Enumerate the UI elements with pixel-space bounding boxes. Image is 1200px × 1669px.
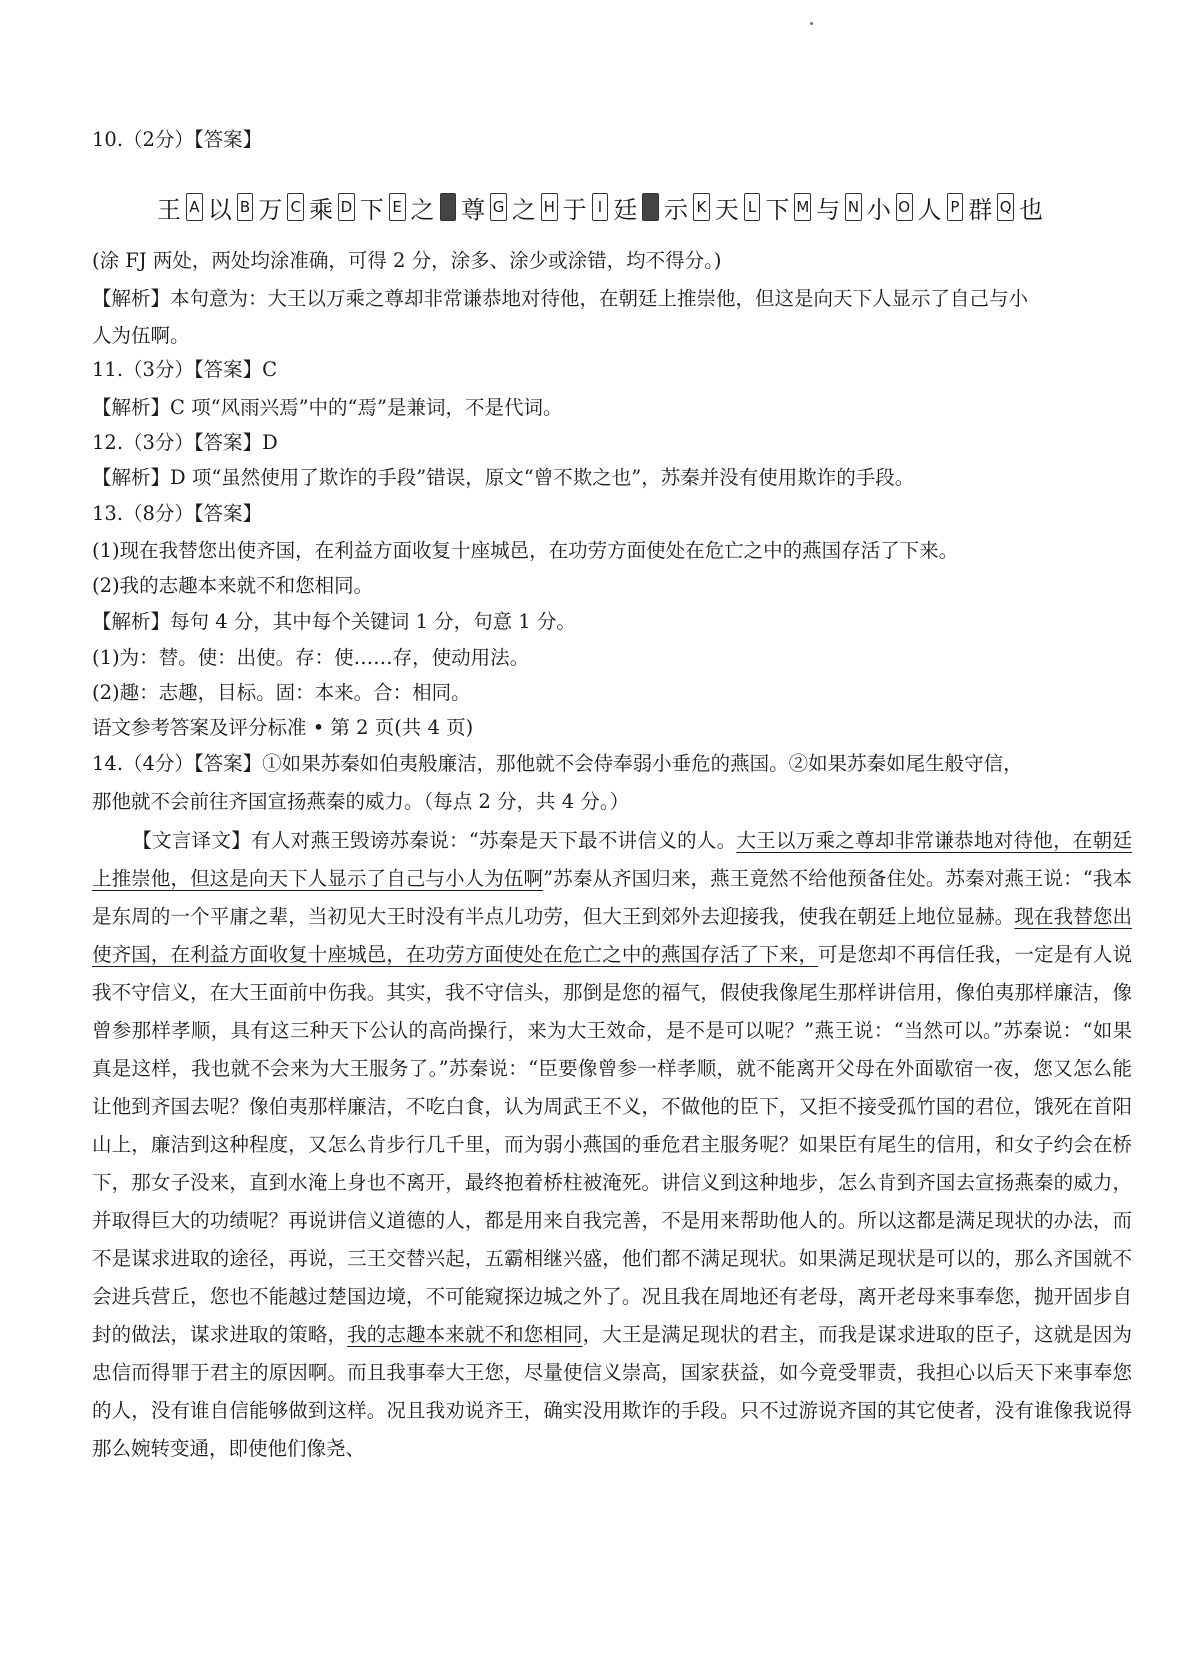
mark-row-character: 与 — [816, 195, 841, 224]
mark-box: O — [896, 193, 913, 221]
mark-row-character: 于 — [562, 195, 587, 224]
mark-box: L — [744, 193, 761, 221]
q13-header: 13.（8分）【答案】 — [92, 502, 263, 525]
q13-analysis: 【解析】每句 4 分，其中每个关键词 1 分，句意 1 分。 — [92, 610, 576, 633]
mark-box: E — [389, 193, 406, 221]
q13-answer-1: (1)现在我替您出使齐国，在利益方面收复十座城邑，在功劳方面使处在危亡之中的燕国存活了下来。 — [92, 539, 959, 562]
translation-part-3: 可是您却不再信任我，一定是有人说我不守信义，在大王面前中伤我。其实，我不守信头，那倒是您的福气，假使我像尾生那样讲信用，像伯夷那样廉洁，像曾参那样孝顺，具有这三种天下公认的高尚操行，来为大王效命，是不是可以呢？”燕王说：“当然可以。”苏秦说：“如果真是这样，我也就不会来为大王服务了。”苏秦说：“臣要像曾参一样孝顺，就不能离开父母在外面歇宿一夜，您又怎么能让他到齐国去呢？像伯夷那样廉洁，不吃白食，认为周武王不义，不做他的臣下，又拒不接受孤竹国的君位，饿死在首阳山上，廉洁到这种程度，又怎么肯步行几千里，而为弱小燕国的垂危君主服务呢？如果臣有尾生的信用，和女子约会在桥下，那女子没来，直到水淹上身也不离开，最终抱着桥柱被淹死。讲信义到这种地步，怎么肯到齐国去宣扬燕秦的威力，并取得巨大的功绩呢？再说讲信义道德的人，都是用来自我完善，不是用来帮助他人的。所以这都是满足现状的办法，而不是谋求进取的途径，再说，三王交替兴起，五霸相继兴盛，他们都不满足现状。如果满足现状是可以的，那么齐国就不会进兵营丘，您也不能越过楚国边境，不可能窥探边城之外了。况且我在周地还有老母，离开老母来事奉您，抛开固步自封的做法，谋求进取的策略， — [92, 943, 1132, 1346]
q14-line-2: 那他就不会前往齐国宣扬燕秦的威力。（每点 2 分，共 4 分。） — [92, 790, 630, 813]
mark-box-filled: J — [642, 193, 659, 221]
mark-row-character: 王 — [157, 195, 181, 224]
mark-box: C — [287, 193, 304, 221]
mark-row-character: 以 — [207, 195, 232, 224]
q10-header: 10.（2分）【答案】 — [92, 128, 263, 151]
mark-row-character: 下 — [359, 195, 384, 224]
mark-box-filled: F — [440, 193, 457, 221]
mark-row-character: 也 — [1018, 195, 1043, 224]
q13-keys-1: (1)为：替。使：出使。存：使……存，使动用法。 — [92, 646, 530, 669]
mark-row-character: 乘 — [309, 195, 334, 224]
mark-box: G — [490, 193, 507, 221]
mark-row-character: 示 — [664, 195, 689, 224]
scan-speck — [810, 22, 813, 25]
q10-punctuation-marks — [155, 187, 1045, 227]
mark-row-character: 廷 — [613, 195, 638, 224]
q12-analysis: 【解析】D 项“虽然使用了欺诈的手段”错误，原文“曾不欺之也”，苏秦并没有使用欺诈的手段。 — [92, 466, 915, 489]
mark-row-character: 小 — [866, 195, 891, 224]
q12-header: 12.（3分）【答案】D — [92, 431, 278, 454]
translation-underlined-3: 我的志趣本来就不和您相同 — [347, 1323, 583, 1346]
translation-part-4: ，大王是满足现状的君主，而我是谋求进取的臣子，这就是因为忠信而得罪于君主的原因啊。而且我事奉大王您，尽量使信义崇高，国家获益，如今竟受罪责，我担心以后天下来事奉您的人，没有谁自信能够做到这样。况且我劝说齐王，确实没用欺诈的手段。只不过游说齐国的其它使者，没有谁像我说得那么婉转变通，即使他们像尧、 — [92, 1323, 1132, 1460]
mark-box: P — [947, 193, 964, 221]
mark-row-character: 天 — [714, 195, 739, 224]
mark-box: Q — [997, 193, 1014, 221]
q11-analysis: 【解析】C 项“风雨兴焉”中的“焉”是兼词，不是代词。 — [92, 396, 563, 419]
translation-underlined-2: 现在我替您出使齐国，在利益方面收复十座城邑，在功劳方面使处在危亡之中的燕国存活了下来， — [92, 905, 1132, 966]
mark-box: M — [794, 193, 811, 221]
translation-part-1: 【文言译文】有人对燕王毁谤苏秦说：“苏秦是天下最不讲信义的人。 — [132, 829, 737, 852]
mark-row-character: 之 — [410, 195, 435, 224]
mark-row-character: 下 — [765, 195, 790, 224]
q10-note: (涂 FJ 两处，两处均涂准确，可得 2 分，涂多、涂少或涂错，均不得分。) — [92, 249, 722, 272]
translation-underlined-1: 大王以万乘之尊却非常谦恭地对待他，在朝廷上推崇他，但这是向天下人显示了自己与小人为伍啊 — [92, 829, 1132, 890]
q11-header: 11.（3分）【答案】C — [92, 358, 278, 381]
mark-box: I — [592, 193, 609, 221]
mark-box: N — [845, 193, 862, 221]
q13-answer-2: (2)我的志趣本来就不和您相同。 — [92, 574, 374, 597]
mark-row-character: 万 — [258, 195, 283, 224]
page-footer: 语文参考答案及评分标准 • 第 2 页(共 4 页) — [92, 716, 474, 739]
q10-analysis-line-2: 人为伍啊。 — [92, 324, 190, 347]
mark-row-character: 群 — [968, 195, 993, 224]
classical-translation — [92, 822, 1132, 1468]
mark-box: A — [186, 193, 203, 221]
q10-analysis-line-1: 【解析】本句意为：大王以万乘之尊却非常谦恭地对待他，在朝廷上推崇他，但这是向天下人显示了自己与小 — [92, 287, 1029, 310]
mark-box: B — [237, 193, 254, 221]
mark-box: D — [338, 193, 355, 221]
mark-box: K — [693, 193, 710, 221]
mark-row-character: 人 — [917, 195, 942, 224]
mark-row-character: 之 — [511, 195, 536, 224]
mark-row-character: 尊 — [461, 195, 486, 224]
translation-part-2: ”苏秦从齐国归来，燕王竟然不给他预备住处。苏秦对燕王说：“我本是东周的一个平庸之辈，当初见大王时没有半点儿功劳，但大王到郊外去迎接我，使我在朝廷上地位显赫。 — [92, 867, 1132, 928]
q14-line-1: 14.（4分）【答案】①如果苏秦如伯夷般廉洁，那他就不会侍奉弱小垂危的燕国。②如果苏秦如尾生般守信， — [92, 752, 1023, 775]
q13-keys-2: (2)趣：志趣，目标。固：本来。合：相同。 — [92, 681, 471, 704]
mark-box: H — [541, 193, 558, 221]
